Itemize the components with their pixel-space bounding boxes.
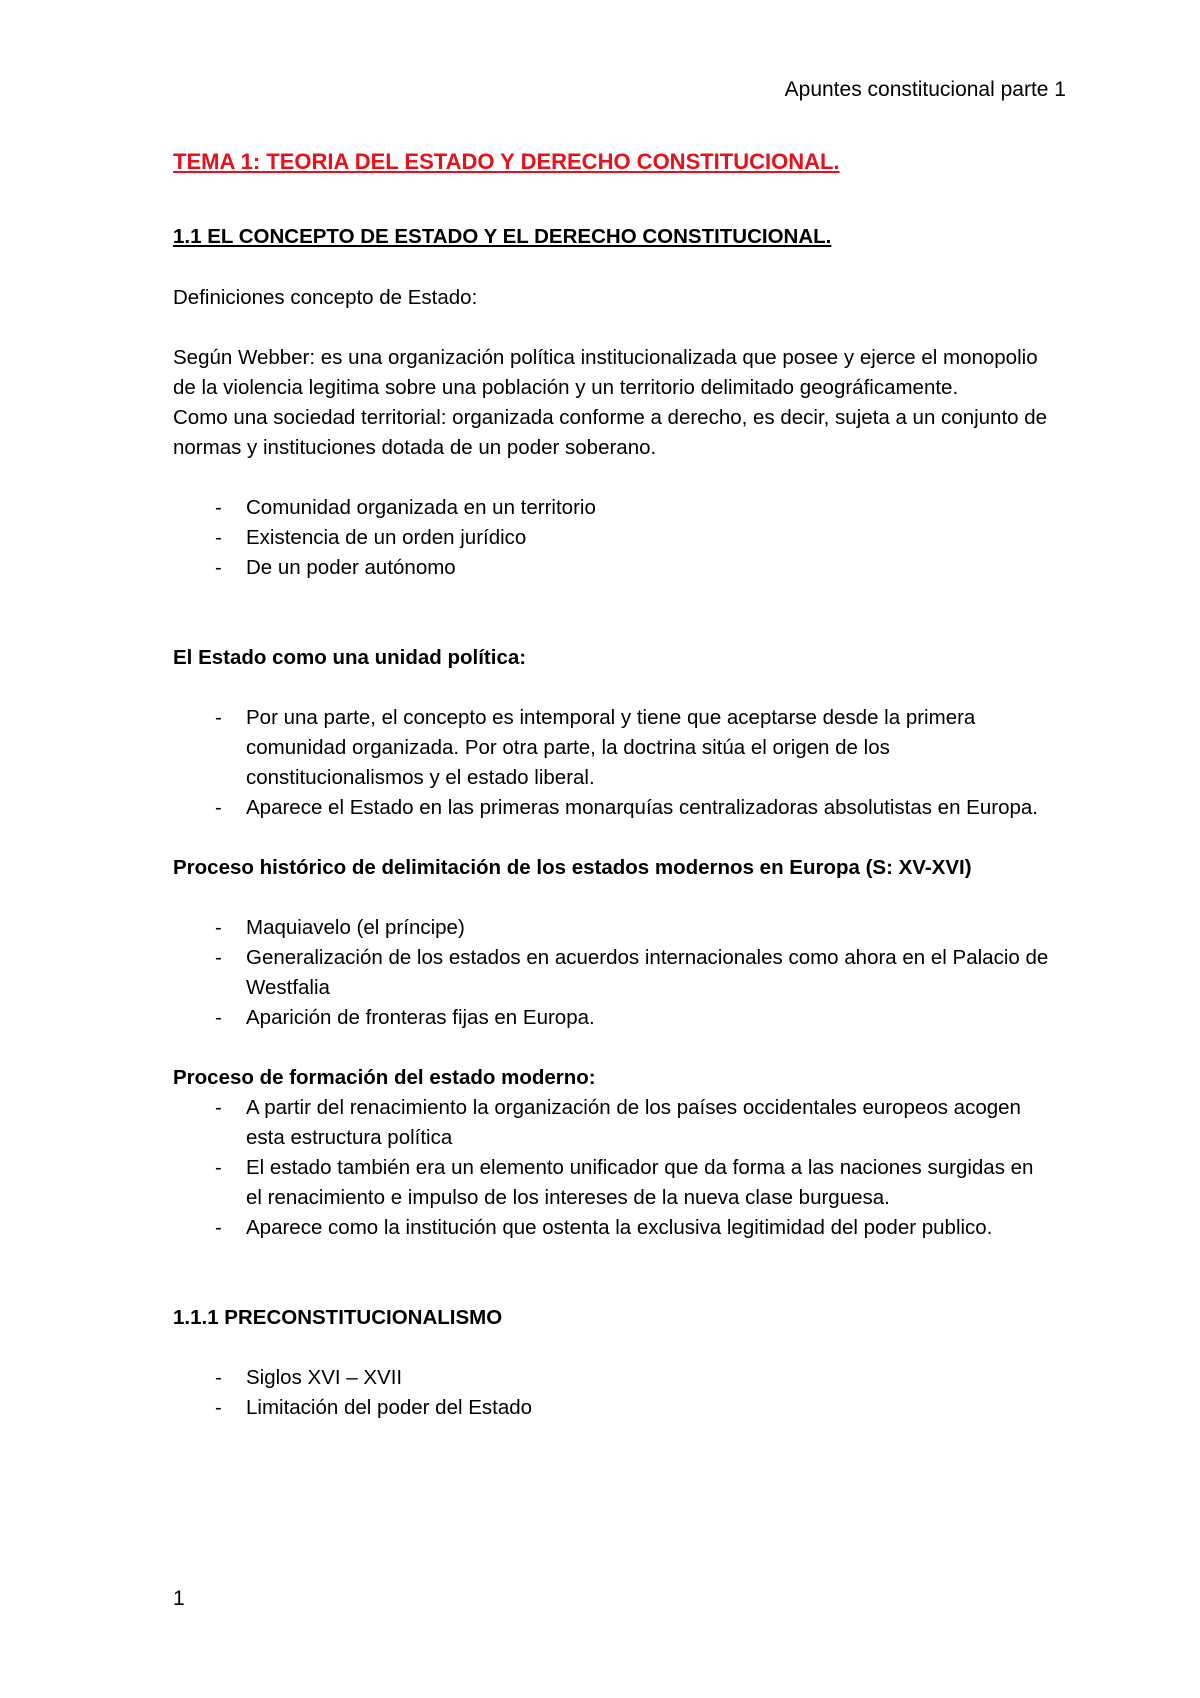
definitions-intro: Definiciones concepto de Estado:: [173, 286, 478, 309]
dash-bullet: -: [215, 1006, 222, 1029]
dash-bullet: -: [215, 706, 222, 729]
page-header: Apuntes constitucional parte 1: [784, 78, 1066, 101]
dash-bullet: -: [215, 526, 222, 549]
dash-bullet: -: [215, 796, 222, 819]
proceso-historico-list: [173, 913, 1053, 1033]
document-body: [173, 147, 1053, 1423]
heading-unidad-politica: El Estado como una unidad política:: [173, 646, 527, 669]
dash-bullet: -: [215, 1096, 222, 1119]
heading-proceso-historico: Proceso histórico de delimitación de los estados modernos en Europa (S: XV-XVI): [173, 856, 972, 879]
list-item: - Siglos XVI – XVII: [173, 1363, 1053, 1393]
section-heading-1-1: 1.1 EL CONCEPTO DE ESTADO Y EL DERECHO CONSTITUCIONAL.: [173, 225, 832, 248]
list-item: - Generalización de los estados en acuerdos internacionales como ahora en el Palacio de Westfalia: [173, 943, 1053, 1003]
list-item: - El estado también era un elemento unificador que da forma a las naciones surgidas en el renacimiento e impulso de los intereses de la nueva clase burguesa.: [173, 1153, 1053, 1213]
list-item: - Existencia de un orden jurídico: [173, 523, 1053, 553]
document-title: TEMA 1: TEORIA DEL ESTADO Y DERECHO CONSTITUCIONAL.: [173, 149, 840, 174]
paragraph-webber: Según Webber: es una organización política institucionalizada que posee y ejerce el monopolio de la violencia legitima sobre una población y un territorio delimitado geográficamente.: [173, 346, 1038, 399]
heading-preconstitucionalismo: 1.1.1 PRECONSTITUCIONALISMO: [173, 1306, 503, 1329]
dash-bullet: -: [215, 1396, 222, 1419]
list-item: - Comunidad organizada en un territorio: [173, 493, 1053, 523]
heading-proceso-formacion: Proceso de formación del estado moderno:: [173, 1066, 596, 1089]
list-item: - Por una parte, el concepto es intemporal y tiene que aceptarse desde la primera comunidad organizada. Por otra parte, la doctrina sitúa el origen de los constitucionalismos y el estado liberal.: [173, 703, 1053, 793]
dash-bullet: -: [215, 946, 222, 969]
dash-bullet: -: [215, 556, 222, 579]
dash-bullet: -: [215, 1156, 222, 1179]
elements-list: [173, 493, 1053, 583]
page-number: 1: [173, 1587, 185, 1610]
dash-bullet: -: [215, 1216, 222, 1239]
dash-bullet: -: [215, 496, 222, 519]
proceso-formacion-list: [173, 1093, 1053, 1243]
unidad-politica-list: [173, 703, 1053, 823]
preconstitucionalismo-list: [173, 1363, 1053, 1423]
dash-bullet: -: [215, 916, 222, 939]
paragraph-sociedad-territorial: Como una sociedad territorial: organizada conforme a derecho, es decir, sujeta a un conjunto de normas y instituciones dotada de un poder soberano.: [173, 406, 1048, 459]
list-item: - A partir del renacimiento la organización de los países occidentales europeos acogen esta estructura política: [173, 1093, 1053, 1153]
list-item: - De un poder autónomo: [173, 553, 1053, 583]
list-item: - Aparece como la institución que ostenta la exclusiva legitimidad del poder publico.: [173, 1213, 1053, 1243]
list-item: - Aparece el Estado en las primeras monarquías centralizadoras absolutistas en Europa.: [173, 793, 1053, 823]
list-item: - Limitación del poder del Estado: [173, 1393, 1053, 1423]
list-item: - Maquiavelo (el príncipe): [173, 913, 1053, 943]
dash-bullet: -: [215, 1366, 222, 1389]
list-item: - Aparición de fronteras fijas en Europa.: [173, 1003, 1053, 1033]
